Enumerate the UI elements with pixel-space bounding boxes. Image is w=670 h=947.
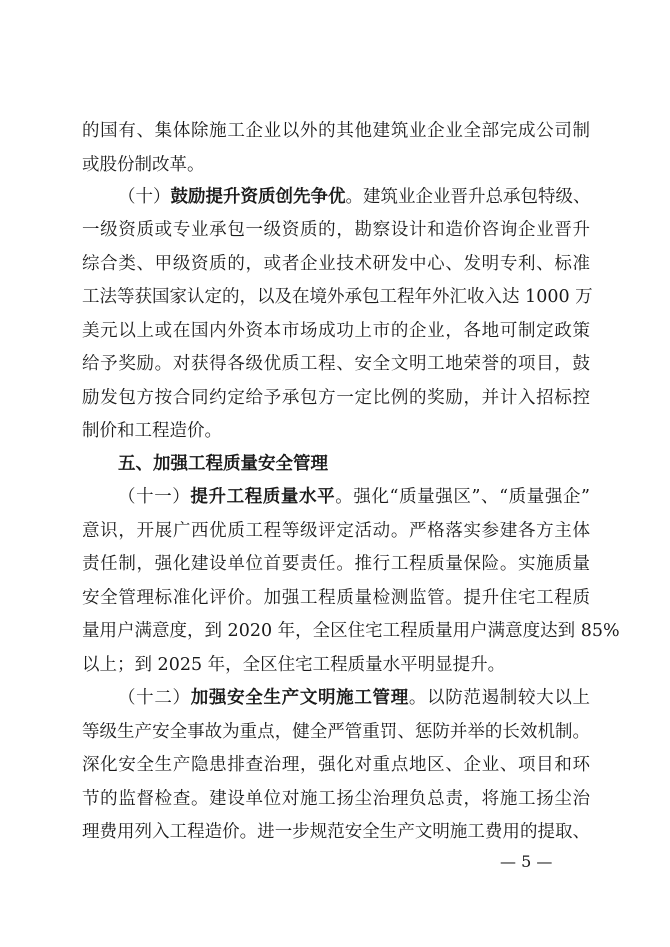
item-number: （十一） [118, 487, 191, 507]
paragraph-line: 的国有、集体除施工企业以外的其他建筑业企业全部完成公司制 [82, 121, 590, 141]
paragraph-line: 节的监督检查。建设单位对施工扬尘治理负总责，将施工扬尘治 [82, 789, 590, 809]
paragraph-line: 责任制，强化建设单位首要责任。推行工程质量保险。实施质量 [82, 554, 590, 574]
paragraph-first-line [118, 683, 590, 713]
paragraph-line: 美元以上或在国内外资本市场成功上市的企业，各地可制定政策 [82, 321, 590, 341]
paragraph-line: 以上；到 2025 年，全区住宅工程质量水平明显提升。 [82, 655, 506, 675]
item-text: 。以防范遏制较大以上 [408, 688, 591, 708]
paragraph-line: 量用户满意度，到 2020 年，全区住宅工程质量用户满意度达到 85% [82, 621, 620, 641]
paragraph-line: 深化安全生产隐患排查治理，强化对重点地区、企业、项目和环 [82, 755, 590, 775]
paragraph-first-line [118, 482, 590, 512]
item-number: （十二） [118, 688, 191, 708]
section-heading: 五、加强工程质量安全管理 [118, 454, 328, 474]
paragraph-line: 一级资质或专业承包一级资质的，勘察设计和造价咨询企业晋升 [82, 220, 590, 240]
paragraph-line: 意识，开展广西优质工程等级评定活动。严格落实参建各方主体 [82, 521, 590, 541]
page-number: — 5 — [500, 852, 553, 871]
item-text: 。建筑业企业晋升总承包特级、 [345, 187, 591, 207]
item-keyword: 鼓励提升资质创先争优 [170, 187, 346, 207]
paragraph-line: 安全管理标准化评价。加强工程质量检测监管。提升住宅工程质 [82, 588, 590, 608]
paragraph-first-line [118, 182, 590, 212]
paragraph-line: 给予奖励。对获得各级优质工程、安全文明工地荣誉的项目，鼓 [82, 354, 590, 374]
paragraph-line: 工法等获国家认定的，以及在境外承包工程年外汇收入达 1000 万 [82, 287, 593, 307]
paragraph-line: 理费用列入工程造价。进一步规范安全生产文明施工费用的提取、 [82, 822, 590, 842]
paragraph-line: 励发包方按合同约定给予承包方一定比例的奖励，并计入招标控 [82, 388, 590, 408]
paragraph-line: 综合类、甲级资质的，或者企业技术研发中心、发明专利、标准 [82, 254, 590, 274]
item-text: 。强化“质量强区”、“质量强企” [335, 487, 591, 507]
item-number: （十） [118, 187, 171, 207]
paragraph-line: 或股份制改革。 [82, 155, 205, 175]
item-keyword: 加强安全生产文明施工管理 [190, 688, 409, 708]
paragraph-line: 等级生产安全事故为重点，健全严管重罚、惩防并举的长效机制。 [82, 722, 590, 742]
item-keyword: 提升工程质量水平 [190, 487, 336, 507]
paragraph-line: 制价和工程造价。 [82, 421, 222, 441]
